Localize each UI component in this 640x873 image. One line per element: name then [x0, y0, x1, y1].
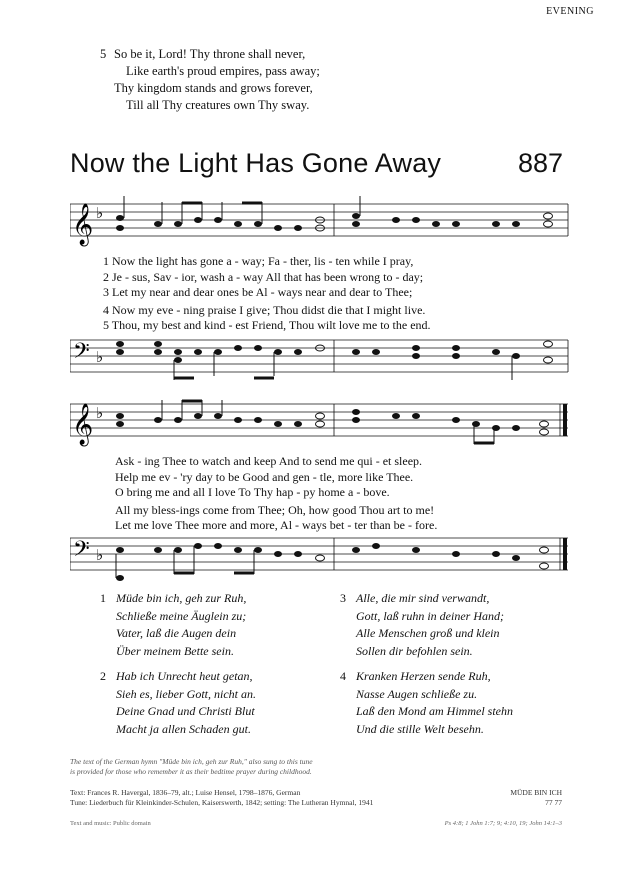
treble-staff-system-1 — [70, 196, 570, 248]
german-line: Sieh es, lieber Gott, nicht an. — [116, 686, 256, 701]
stanza-number: 3 — [340, 591, 346, 605]
bass-clef-icon: 𝄢 — [73, 339, 90, 369]
german-line: Über meinem Bette sein. — [116, 643, 234, 658]
flat-icon: ♭ — [96, 548, 104, 564]
stanza-line: Like earth's proud empires, pass away; — [126, 64, 320, 78]
tune-name: MÜDE BIN ICH — [510, 788, 562, 797]
section-header: EVENING — [546, 6, 594, 17]
lyrics-system-1 — [103, 254, 431, 334]
german-line: Deine Gnad und Christi Blut — [116, 704, 255, 718]
stanza-number: 2 — [100, 669, 106, 683]
flat-icon: ♭ — [96, 406, 104, 422]
german-line: Macht ja allen Schaden gut. — [116, 721, 251, 736]
stanza-number: 4 — [340, 669, 346, 683]
credits — [70, 788, 373, 808]
hymn-title: Now the Light Has Gone Away — [70, 148, 442, 178]
german-line: Alle Menschen groß und klein — [356, 626, 500, 640]
german-stanza-2 — [100, 668, 256, 738]
meter: 77 77 — [545, 798, 562, 807]
lyrics-system-2 — [115, 454, 437, 534]
german-stanza-1 — [100, 590, 247, 660]
lyric-line: Ask - ing Thee to watch and keep And to send me qui - et sleep. — [115, 454, 423, 468]
hymn-number: 887 — [517, 148, 563, 178]
treble-staff-system-2 — [70, 396, 570, 448]
german-line: Und die stille Welt besehn. — [356, 721, 484, 736]
scripture-refs: Ps 4:8; 1 John 1:7; 9; 4:10, 19; John 14:1–3 — [444, 820, 562, 827]
german-line: Hab ich Unrecht heut getan, — [116, 669, 253, 683]
text-credit: Text: Frances R. Havergal, 1836–79, alt.; Luise Hensel, 1798–1876, German — [70, 788, 301, 797]
german-line: Vater, laß die Augen dein — [116, 626, 237, 640]
german-line: Sollen dir befohlen sein. — [356, 643, 473, 658]
stanza-line: Thy kingdom stands and grows forever, — [114, 81, 313, 95]
tune-info — [510, 788, 562, 808]
treble-clef-icon: 𝄞 — [72, 404, 94, 445]
stanza-line: So be it, Lord! Thy throne shall never, — [114, 47, 306, 61]
note-line: The text of the German hymn "Müde bin ich, geh zur Ruh," also sung to this tune — [70, 757, 313, 766]
lyric-line: 4 Now my eve - ning praise I give; Thou didst die that I might live. — [103, 302, 426, 317]
lyric-line: 3 Let my near and dear ones be Al - ways near and dear to Thee; — [103, 285, 413, 300]
tune-credit: Tune: Liederbuch für Kleinkinder-Schulen, Kaiserswerth, 1842; setting: The Lutheran Hymnal, 1941 — [70, 798, 374, 807]
treble-clef-icon: 𝄞 — [72, 204, 94, 245]
stanza-number: 5 — [100, 47, 107, 61]
lyric-line: 2 Je - sus, Sav - ior, wash a - way All that has been wrong to - day; — [103, 269, 424, 284]
lyric-line: Let me love Thee more and more, Al - ways bet - ter than be - fore. — [115, 518, 438, 533]
stanza-number: 1 — [100, 591, 106, 605]
flat-icon: ♭ — [96, 206, 104, 222]
german-line: Alle, die mir sind verwandt, — [356, 591, 490, 605]
lyric-line: 1 Now the light has gone a - way; Fa - ther, lis - ten while I pray, — [103, 254, 414, 268]
bass-staff-system-2 — [70, 530, 570, 586]
note-line: is provided for those who remember it as their bedtime prayer during childhood. — [70, 767, 312, 776]
copyright: Text and music: Public domain — [70, 820, 151, 827]
german-line: Kranken Herzen sende Ruh, — [356, 669, 491, 683]
german-line: Nasse Augen schließe zu. — [356, 686, 478, 701]
german-line: Schließe meine Äuglein zu; — [116, 608, 247, 623]
footnote-note — [70, 757, 313, 777]
german-line: Gott, laß ruhn in deiner Hand; — [356, 608, 504, 623]
german-line: Müde bin ich, geh zur Ruh, — [116, 591, 247, 605]
flat-icon: ♭ — [96, 350, 104, 366]
german-line: Laß den Mond am Himmel stehn — [356, 704, 513, 718]
bass-clef-icon: 𝄢 — [73, 537, 90, 567]
lyric-line: All my bless-ings come from Thee; Oh, how good Thou art to me! — [115, 502, 435, 517]
german-stanza-4 — [340, 668, 513, 738]
stanza-line: Till all Thy creatures own Thy sway. — [126, 98, 310, 112]
lyric-line: Help me ev - 'ry day to be Good and gen - tle, more like Thee. — [115, 469, 414, 484]
lyric-line: 5 Thou, my best and kind - est Friend, Thou wilt love me to the end. — [103, 318, 431, 333]
lyric-line: O bring me and all I love To Thy hap - py home a - bove. — [115, 485, 390, 500]
german-stanza-3 — [340, 590, 504, 660]
top-stanza — [100, 46, 320, 114]
bass-staff-system-1 — [70, 332, 570, 384]
